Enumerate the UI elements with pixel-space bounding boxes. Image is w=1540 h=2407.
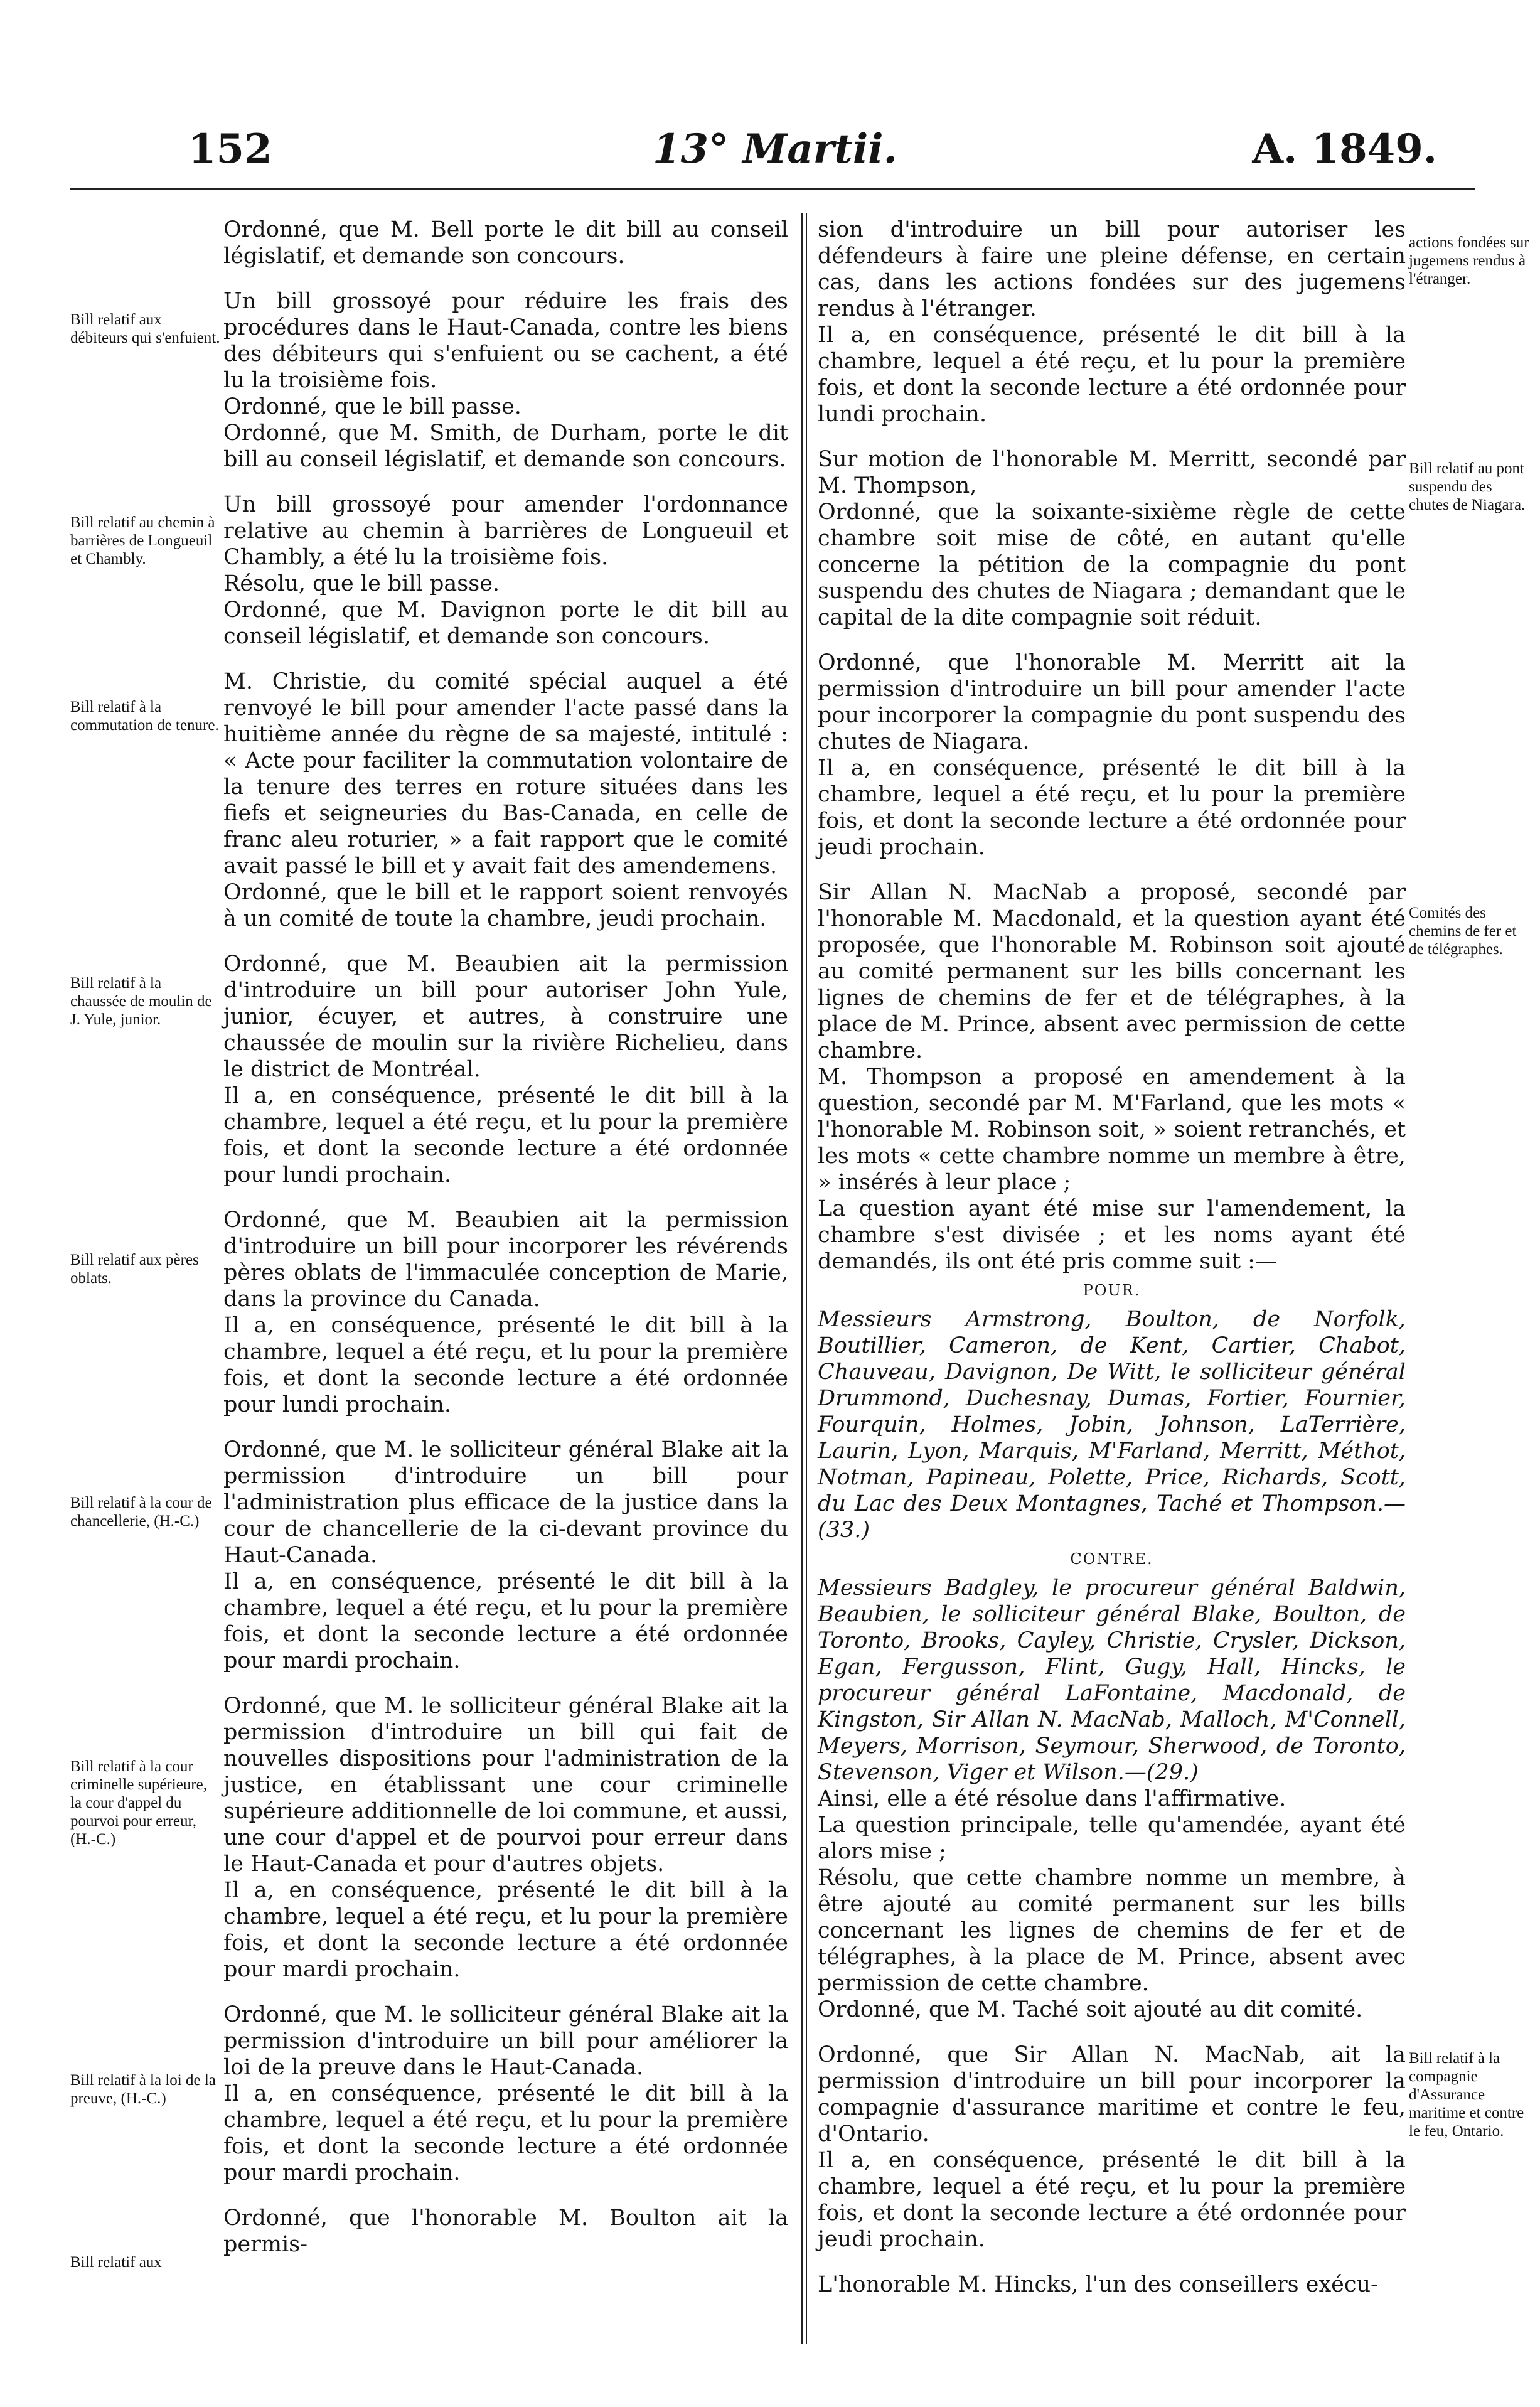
paragraph: Résolu, que cette chambre nomme un membre, à être ajouté au comité permanent sur les bills concernant les lignes de chemins de fer et de télégraphes, à la place de M. Prince, absent avec permission de cette chambre. <box>818 1865 1406 1996</box>
paragraph: Ordonné, que l'honorable M. Boulton ait la permis- <box>223 2206 788 2257</box>
paragraph: Il a, en conséquence, présenté le dit bill à la chambre, lequel a été reçu, et lu pour la première fois, et dont la seconde lecture a été ordonnée pour mardi prochain. <box>223 1878 788 1982</box>
entry <box>818 2271 1406 2298</box>
entry <box>223 1437 788 1674</box>
paragraph: M. Thompson a proposé en amendement à la question, secondé par M. M'Farland, que les mots « l'honorable M. Robinson soit, » soient retranchés, et les mots « cette chambre nomme un membre à être, » insérés à leur place ; <box>818 1064 1406 1195</box>
paragraph: Ordonné, que Sir Allan N. MacNab, ait la permission d'introduire un bill pour incorporer la compagnie d'assurance maritime et contre le feu, d'Ontario. <box>818 2042 1406 2147</box>
margin-note: Bill relatif à la cour de chancellerie, (H.-C.) <box>70 1494 212 1530</box>
column-divider-inner <box>806 213 807 2344</box>
header-rule <box>70 188 1475 190</box>
entry <box>223 288 788 473</box>
paragraph: Ainsi, elle a été résolue dans l'affirmative. <box>818 1786 1286 1811</box>
paragraph: Ordonné, que le bill et le rapport soient renvoyés à un comité de toute la chambre, jeudi prochain. <box>223 880 788 931</box>
page-date: 13° Martii. <box>653 126 897 173</box>
margin-note: actions fondées sur jugemens rendus à l'étranger. <box>1409 234 1529 287</box>
entry <box>818 650 1406 860</box>
margin-note: Bill relatif à la cour criminelle supérieure, la cour d'appel du pourvoi pour erreur, (H.-C.) <box>70 1758 207 1848</box>
margin-note: Bill relatif à la loi de la preuve, (H.-C.) <box>70 2072 216 2107</box>
vote-names-contre: Messieurs Badgley, le procureur général Baldwin, Beaubien, le solliciteur général Blake, Boulton, de Toronto, Brooks, Cayley, Christie, Crysler, Dickson, Egan, Fergusson, Flint, Gugy, Hall, Hincks, le procureur général LaFontaine, Macdonald, de Kingston, Sir Allan N. MacNab, Malloch, M'Connell, Meyers, Morrison, Seymour, Sherwood, de Toronto, Stevenson, Viger et Wilson.—(29.) <box>818 1575 1406 1785</box>
margin-note: Bill relatif aux <box>70 2254 162 2271</box>
paragraph: M. Christie, du comité spécial auquel a été renvoyé le bill pour amender l'acte passé dans la huitième année du règne de sa majesté, intitulé : « Acte pour faciliter la commutation volontaire de la tenure des terres en roture situées dans les fiefs et seigneuries du Bas-Canada, en celle de franc aleu roturier, » a fait rapport que le comité avait passé le bill et y avait fait des amendemens. <box>223 669 788 879</box>
paragraph: Il a, en conséquence, présenté le dit bill à la chambre, lequel a été reçu, et lu pour la première fois, et dont la seconde lecture a été ordonnée pour lundi prochain. <box>223 1313 788 1417</box>
page-header <box>188 126 1437 176</box>
column-divider <box>801 213 803 2344</box>
paragraph: Ordonné, que M. le solliciteur général Blake ait la permission d'introduire un bill pour améliorer la loi de la preuve dans le Haut-Canada. <box>223 2002 788 2080</box>
entry <box>223 1207 788 1418</box>
paragraph: Un bill grossoyé pour amender l'ordonnance relative au chemin à barrières de Longueuil et Chambly, a été lu la troisième fois. <box>223 492 788 570</box>
entry <box>818 879 1406 2023</box>
paragraph: Résolu, que le bill passe. <box>223 571 500 596</box>
margin-note: Bill relatif à la chaussée de moulin de J. Yule, junior. <box>70 975 212 1028</box>
entry <box>223 491 788 650</box>
right-column <box>818 217 1406 2317</box>
margin-note: Bill relatif aux débiteurs qui s'enfuient. <box>70 311 220 346</box>
margin-note: Bill relatif à la compagnie d'Assurance maritime et contre le feu, Ontario. <box>1409 2050 1524 2140</box>
left-column <box>223 217 788 2276</box>
entry <box>223 668 788 932</box>
paragraph: Ordonné, que M. le solliciteur général Blake ait la permission d'introduire un bill pour l'administration plus efficace de la justice dans la cour de chancellerie de la ci-devant province du Haut-Canada. <box>223 1437 788 1568</box>
page-number: 152 <box>188 126 272 173</box>
entry <box>223 951 788 1188</box>
paragraph: La question principale, telle qu'amendée, ayant été alors mise ; <box>818 1813 1406 1864</box>
vote-names-pour: Messieurs Armstrong, Boulton, de Norfolk, Boutillier, Cameron, de Kent, Cartier, Chabot, Chauveau, Davignon, De Witt, le solliciteur général Drummond, Duchesnay, Dumas, Fortier, Fournier, Fourquin, Holmes, Jobin, Johnson, LaTerrière, Laurin, Lyon, Marquis, M'Farland, Merritt, Méthot, Notman, Papineau, Polette, Price, Richards, Scott, du Lac des Deux Montagnes, Taché et Thompson.—(33.) <box>818 1307 1406 1543</box>
entry <box>223 1693 788 1983</box>
paragraph: Il a, en conséquence, présenté le dit bill à la chambre, lequel a été reçu, et lu pour la première fois, et dont la seconde lecture a été ordonnée pour lundi prochain. <box>818 323 1406 427</box>
entry <box>818 2042 1406 2253</box>
paragraph: Il a, en conséquence, présenté le dit bill à la chambre, lequel a été reçu, et lu pour la première fois, et dont la seconde lecture a été ordonnée pour jeudi prochain. <box>818 2148 1406 2252</box>
entry <box>223 2002 788 2186</box>
paragraph: Sur motion de l'honorable M. Merritt, secondé par M. Thompson, <box>818 447 1406 498</box>
paragraph: Ordonné, que M. le solliciteur général Blake ait la permission d'introduire un bill qui fait de nouvelles dispositions pour l'administration de la justice, en établissant une cour criminelle supérieure additionnelle de loi commune, et aussi, une cour d'appel et de pourvoi pour erreur dans le Haut-Canada et pour d'autres objets. <box>223 1693 788 1877</box>
paragraph: Ordonné, que le bill passe. <box>223 394 521 419</box>
margin-note: Comités des chemins de fer et de télégraphes. <box>1409 904 1517 958</box>
paragraph: Ordonné, que M. Taché soit ajouté au dit comité. <box>818 1997 1363 2022</box>
paragraph: Ordonné, que la soixante-sixième règle de cette chambre soit mise de côté, en autant qu'elle concerne la pétition de la compagnie du pont suspendu des chutes de Niagara ; demandant que le capital de la dite compagnie soit réduit. <box>818 500 1406 630</box>
paragraph: Ordonné, que M. Beaubien ait la permission d'introduire un bill pour incorporer les révérends pères oblats de l'immaculée conception de Marie, dans la province du Canada. <box>223 1208 788 1312</box>
margin-note: Bill relatif à la commutation de tenure. <box>70 699 219 734</box>
paragraph: Il a, en conséquence, présenté le dit bill à la chambre, lequel a été reçu, et lu pour la première fois, et dont la seconde lecture a été ordonnée pour jeudi prochain. <box>818 756 1406 860</box>
paragraph: Il a, en conséquence, présenté le dit bill à la chambre, lequel a été reçu, et lu pour la première fois, et dont la seconde lecture a été ordonnée pour lundi prochain. <box>223 1083 788 1187</box>
margin-note: Bill relatif au pont suspendu des chutes de Niagara. <box>1409 460 1526 513</box>
entry <box>223 2205 788 2258</box>
page-year: A. 1849. <box>1252 126 1437 173</box>
paragraph: Ordonné, que M. Davignon porte le dit bill au conseil législatif, et demande son concours. <box>223 598 788 649</box>
margin-note: Bill relatif au chemin à barrières de Longueuil et Chambly. <box>70 514 215 567</box>
entry <box>818 446 1406 631</box>
paragraph: Il a, en conséquence, présenté le dit bill à la chambre, lequel a été reçu, et lu pour la première fois, et dont la seconde lecture a été ordonnée pour mardi prochain. <box>223 1569 788 1673</box>
paragraph: Ordonné, que M. Beaubien ait la permission d'introduire un bill pour autoriser John Yule, junior, écuyer, et autres, à construire une chaussée de moulin sur la rivière Richelieu, dans le district de Montréal. <box>223 952 788 1082</box>
vote-heading-pour: POUR. <box>1083 1282 1141 1299</box>
paragraph: Ordonné, que M. Smith, de Durham, porte le dit bill au conseil législatif, et demande son concours. <box>223 421 788 472</box>
paragraph: La question ayant été mise sur l'amendement, la chambre s'est divisée ; et les noms ayant été demandés, ils ont été pris comme suit :— <box>818 1196 1406 1274</box>
entry <box>818 217 1406 427</box>
paragraph: sion d'introduire un bill pour autoriser les défendeurs à faire une pleine défense, en certain cas, dans les actions fondées sur des jugemens rendus à l'étranger. <box>818 217 1406 321</box>
paragraph: Sir Allan N. MacNab a proposé, secondé par l'honorable M. Macdonald, et la question ayant été proposée, que l'honorable M. Robinson soit ajouté au comité permanent sur les bills concernant les lignes de chemins de fer et de télégraphes, à la place de M. Prince, absent avec permission de cette chambre. <box>818 880 1406 1063</box>
paragraph: Un bill grossoyé pour réduire les frais des procédures dans le Haut-Canada, contre les biens des débiteurs qui s'enfuient ou se cachent, a été lu la troisième fois. <box>223 289 788 393</box>
paragraph: Ordonné, que M. Bell porte le dit bill au conseil législatif, et demande son concours. <box>223 217 788 269</box>
vote-heading-contre: CONTRE. <box>1070 1550 1153 1568</box>
entry <box>223 217 788 269</box>
paragraph: L'honorable M. Hincks, l'un des conseillers exécu- <box>818 2272 1378 2297</box>
margin-note: Bill relatif aux pères oblats. <box>70 1252 199 1287</box>
paragraph: Il a, en conséquence, présenté le dit bill à la chambre, lequel a été reçu, et lu pour la première fois, et dont la seconde lecture a été ordonnée pour mardi prochain. <box>223 2081 788 2185</box>
paragraph: Ordonné, que l'honorable M. Merritt ait la permission d'introduire un bill pour amender l'acte pour incorporer la compagnie du pont suspendu des chutes de Niagara. <box>818 650 1406 754</box>
